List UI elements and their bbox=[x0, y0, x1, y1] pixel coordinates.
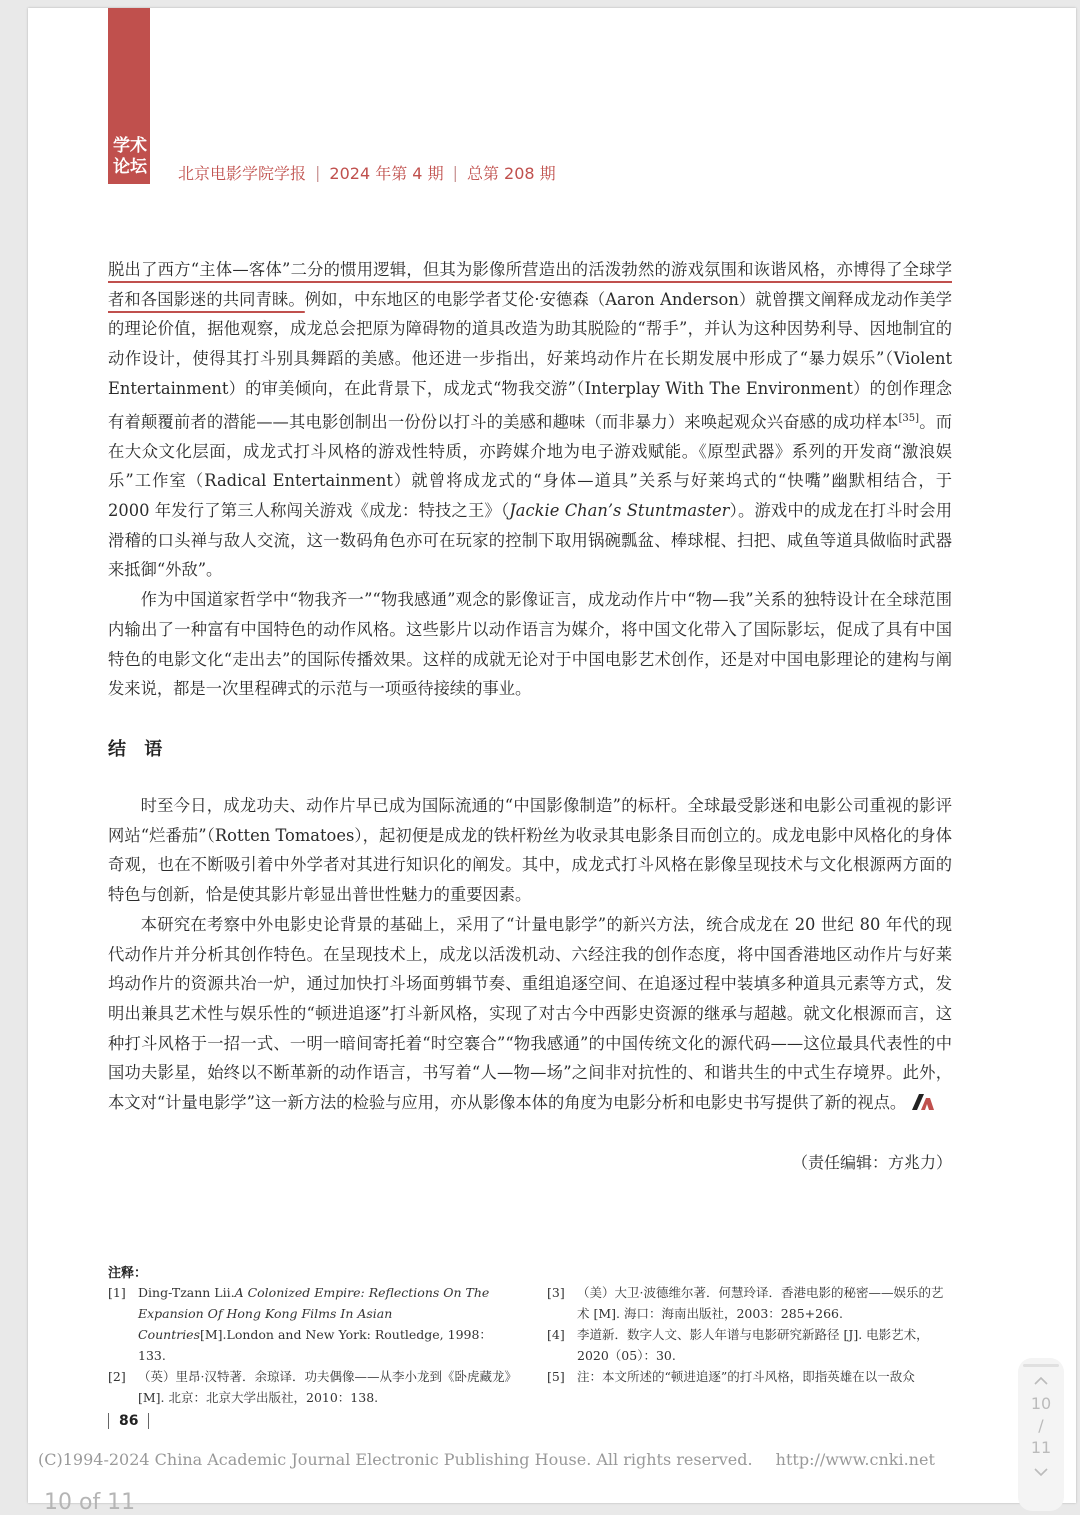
section-tag bbox=[110, 136, 150, 178]
journal-issue: 2024 年第 4 期 bbox=[329, 163, 444, 183]
page-indicator: 10 of 11 bbox=[44, 1490, 136, 1515]
journal-name: 北京电影学院学报 bbox=[178, 163, 307, 183]
journal-header bbox=[178, 159, 556, 185]
previous-page-button[interactable] bbox=[1018, 1367, 1064, 1393]
note-number: [5] bbox=[547, 1369, 565, 1384]
section-heading-conclusion: 结 语 bbox=[108, 739, 169, 760]
note-text: 李道新．数字人文、影人年谱与电影研究新路径 [J]. 电影艺术，2020（05）：30. bbox=[577, 1327, 929, 1363]
note-number: [4] bbox=[547, 1327, 565, 1342]
chevron-down-icon bbox=[1034, 1468, 1048, 1477]
current-page: 10 bbox=[1030, 1394, 1052, 1413]
total-pages: 11 bbox=[1030, 1438, 1052, 1457]
section-tag-line1: 学术 bbox=[113, 136, 147, 156]
responsible-editor: （责任编辑：方兆力） bbox=[791, 1153, 952, 1172]
note-publisher: [M].London and New York: Routledge, 1998：133. bbox=[138, 1327, 492, 1363]
body-section-1 bbox=[108, 255, 952, 704]
citation-ref[interactable]: [35] bbox=[898, 412, 920, 424]
header-divider: | bbox=[315, 162, 321, 182]
copyright-notice bbox=[38, 1450, 935, 1469]
page-number-value: 86 bbox=[119, 1413, 139, 1429]
copyright-text: (C)1994-2024 China Academic Journal Electronic Publishing House. All rights reserved. bbox=[38, 1450, 753, 1469]
paragraph-1-text-c: ）。游戏中的成龙在打斗时会用滑稽的口头禅与敌人交流，这一数码角色亦可在玩家的控制下取用锅碗瓢盆、棒球棍、扫把、咸鱼等道具做临时武器来抵御“外敌”。 bbox=[108, 501, 953, 580]
note-item bbox=[547, 1366, 952, 1387]
note-book-title: A Colonized Empire: Reflections On The Expansion Of Hong Kong Films In Asian Countries bbox=[138, 1285, 490, 1342]
paragraph-3: 时至今日，成龙功夫、动作片早已成为国际流通的“中国影像制造”的标杆。全球最受影迷和电影公司重视的影评网站“烂番茄”（Rotten Tomatoes），起初便是成龙的铁杆粉丝为收录其电影条目而创立的。成龙电影中风格化的身体奇观，也在不断吸引着中外学者对其进行知识化的阐发。其中，成龙式打斗风格在影像呈现技术与文化根源两方面的特色与创新，恰是使其影片彰显出普世性魅力的重要因素。 bbox=[108, 796, 952, 905]
notes-title: 注释： bbox=[108, 1266, 148, 1281]
section-tag-line2: 论坛 bbox=[113, 157, 147, 177]
page-number-divider bbox=[148, 1413, 149, 1429]
note-text: （英）里昂·汉特著．余琼译．功夫偶像——从李小龙到《卧虎藏龙》[M]. 北京：北京大学出版社，2010：138. bbox=[138, 1369, 511, 1405]
page-scroller[interactable] bbox=[1018, 1358, 1064, 1511]
highlighted-sentence: 脱出了西方“主体—客体”二分的惯用逻辑，但其为影像所营造出的活泼勃然的游戏氛围和诙谐风格，亦博得了全球学者和各国影迷的共同青睐。 bbox=[108, 260, 952, 309]
journal-total-issue: 总第 208 期 bbox=[466, 163, 556, 183]
note-text: （美）大卫·波德维尔著．何慧玲译．香港电影的秘密——娱乐的艺术 [M]. 海口：海南出版社，2003：285+266. bbox=[577, 1285, 944, 1321]
paragraph-2: 作为中国道家哲学中“物我齐一”“物我感通”观念的影像证言，成龙动作片中“物—我”关系的独特设计在全球范围内输出了一种富有中国特色的动作风格。这些影片以动作语言为媒介，将中国文化带入了国际影坛，促成了具有中国特色的电影文化“走出去”的国际传播效果。这样的成就无论对于中国电影艺术创作，还是对中国电影理论的建构与阐发来说，都是一次里程碑式的示范与一项亟待接续的事业。 bbox=[108, 590, 952, 699]
header-divider: | bbox=[452, 162, 458, 182]
note-item bbox=[547, 1324, 952, 1366]
paragraph-1-text: 例如，中东地区的电影学者艾伦·安德森（Aaron Anderson）就曾撰文阐释成龙动作美学的理论价值，据他观察，成龙总会把原为障碍物的道具改造为助其脱险的“帮手”，并认为这种因势利导、因地制宜的动作设计，使得其打斗别具舞蹈的美感。他还进一步指出，好莱坞动作片在长期发展中形成了“暴力娱乐”（Violent Entertainment）的审美倾向，在此背景下，成龙式“物我交游”（Interplay With The Environment）的创作理念有着颠覆前者的潜能——其电影创制出一份份以打斗的美感和趣味（而非暴力）来唤起观众兴奋感的成功样本 bbox=[108, 289, 952, 431]
journal-end-mark-icon bbox=[912, 1094, 934, 1110]
game-title: Jackie Chan’s Stuntmaster bbox=[509, 501, 730, 521]
note-number: [1] bbox=[108, 1285, 126, 1300]
next-page-button[interactable] bbox=[1018, 1459, 1064, 1485]
note-item bbox=[108, 1282, 513, 1366]
document-page bbox=[28, 8, 1076, 1503]
paragraph-4-text: 本研究在考察中外电影史论背景的基础上，采用了“计量电影学”的新兴方法，统合成龙在 20 世纪 80 年代的现代动作片并分析其创作特色。在呈现技术上，成龙以活泼机动、六经注我的创作态度，将中国香港地区动作片与好莱坞动作片的资源共冶一炉，通过加快打斗场面剪辑节奏、重组追逐空间、在追逐过程中装填多种道具元素等方式，发明出兼具艺术性与娱乐性的“顿进追逐”打斗新风格，实现了对古今中西影史资源的继承与超越。就文化根源而言，这种打斗风格于一招一式、一明一暗间寄托着“时空褰合”“物我感通”的中国传统文化的源代码——这位最具代表性的中国功夫影星，始终以不断革新的动作语言，书写着“人—物—场”之间非对抗性的、和谐共生的中式生存境界。此外，本文对“计量电影学”这一新方法的检验与应用，亦从影像本体的角度为电影分析和电影史书写提供了新的视点。 bbox=[108, 914, 952, 1113]
paragraph-1 bbox=[108, 255, 952, 585]
page-slash: / bbox=[1038, 1416, 1044, 1435]
notes-left-column bbox=[108, 1282, 513, 1408]
chevron-up-icon bbox=[1034, 1376, 1048, 1385]
paragraph-1-text-b: 。而在大众文化层面，成龙式打斗风格的游戏性特质，亦跨媒介地为电子游戏赋能。《原型武器》系列的开发商“激浪娱乐”工作室（Radical Entertainment）就曾将成龙式的“身体—道具”关系与好莱坞式的“快嘴”幽默相结合，于 2000 年发行了第三人称闯关游戏《成龙：特技之王》（ bbox=[108, 411, 952, 521]
note-number: [2] bbox=[108, 1369, 126, 1384]
note-text bbox=[138, 1282, 513, 1366]
page-number-divider bbox=[108, 1413, 109, 1429]
page-number bbox=[108, 1413, 149, 1429]
note-text: 注：本文所述的“顿进追逐”的打斗风格，即指英雄在以一敌众 bbox=[577, 1369, 915, 1384]
cnki-url[interactable]: http://www.cnki.net bbox=[775, 1450, 935, 1469]
body-section-2 bbox=[108, 791, 952, 1118]
paragraph-4 bbox=[108, 910, 952, 1118]
notes-right-column bbox=[547, 1282, 952, 1387]
note-number: [3] bbox=[547, 1285, 565, 1300]
note-item bbox=[547, 1282, 952, 1324]
note-author: Ding-Tzann Lii. bbox=[138, 1285, 235, 1300]
note-item bbox=[108, 1366, 513, 1408]
